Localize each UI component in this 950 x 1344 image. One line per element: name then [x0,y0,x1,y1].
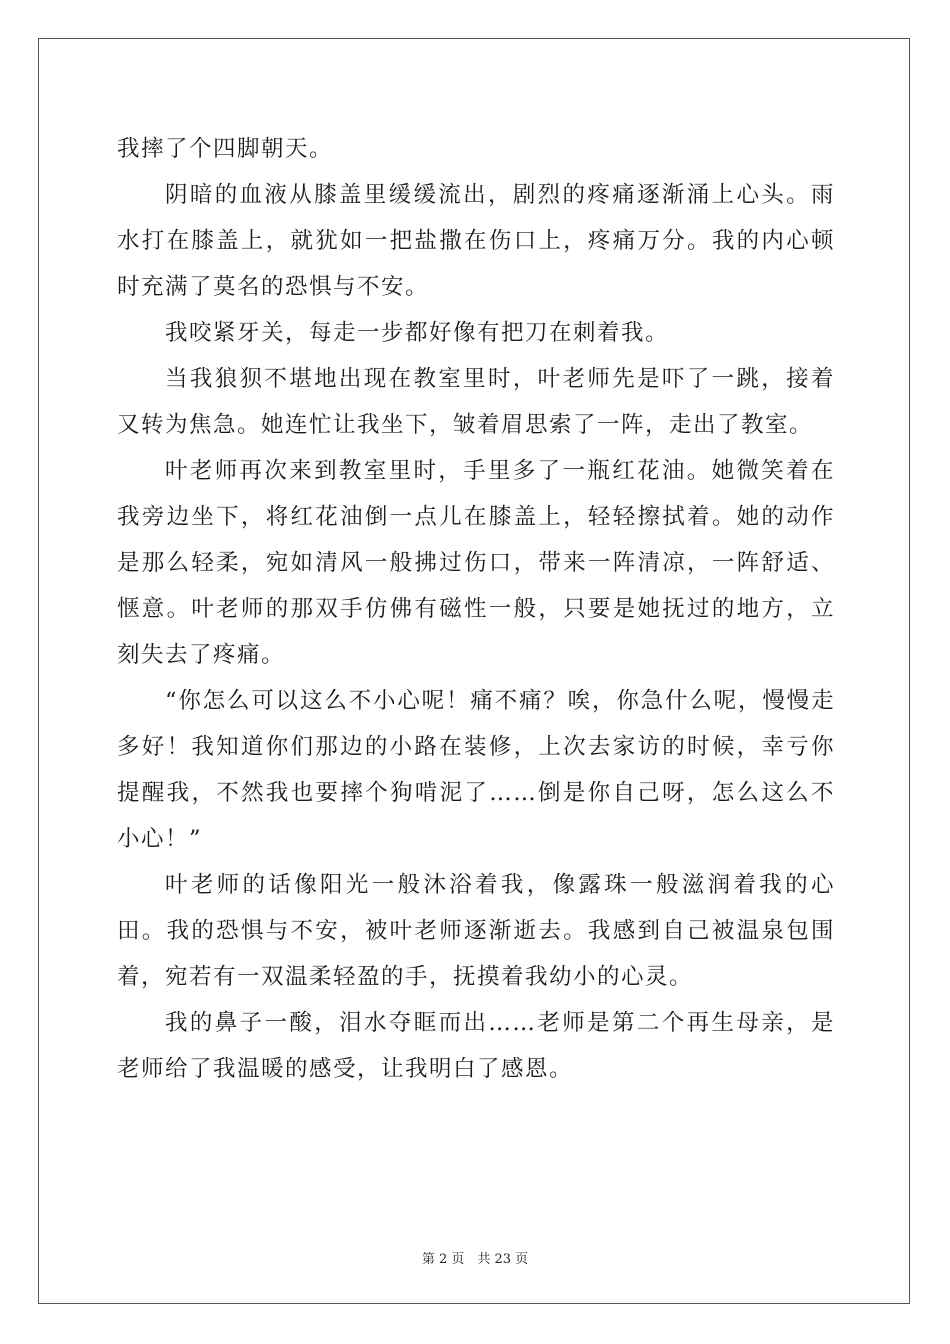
paragraph-4: 当我狼狈不堪地出现在教室里时，叶老师先是吓了一跳，接着又转为焦急。她连忙让我坐下，皱着眉思索了一阵，走出了教室。 [117,366,835,438]
document-body [117,126,835,1092]
paragraph-5: 叶老师再次来到教室里时，手里多了一瓶红花油。她微笑着在我旁边坐下，将红花油倒一点儿在膝盖上，轻轻擦拭着。她的动作是那么轻柔，宛如清风一般拂过伤口，带来一阵清凉，一阵舒适、惬意。叶老师的那双手仿佛有磁性一般，只要是她抚过的地方，立刻失去了疼痛。 [117,458,835,668]
paragraph-7: 叶老师的话像阳光一般沐浴着我，像露珠一般滋润着我的心田。我的恐惧与不安，被叶老师逐渐逝去。我感到自己被温泉包围着，宛若有一双温柔轻盈的手，抚摸着我幼小的心灵。 [117,872,835,990]
paragraph-6: “你怎么可以这么不小心呢！痛不痛？唉，你急什么呢，慢慢走多好！我知道你们那边的小路在装修，上次去家访的时候，幸亏你提醒我，不然我也要摔个狗啃泥了……倒是你自己呀，怎么这么不小心！” [117,688,835,852]
paragraph-3: 我咬紧牙关，每走一步都好像有把刀在刺着我。 [165,320,670,346]
page-number-footer: 第 2 页 共 23 页 [421,1252,529,1267]
paragraph-8: 我的鼻子一酸，泪水夺眶而出……老师是第二个再生母亲，是老师给了我温暖的感受，让我明白了感恩。 [117,1010,835,1082]
paragraph-2: 阴暗的血液从膝盖里缓缓流出，剧烈的疼痛逐渐涌上心头。雨水打在膝盖上，就犹如一把盐撒在伤口上，疼痛万分。我的内心顿时充满了莫名的恐惧与不安。 [117,182,835,300]
paragraph-1: 我摔了个四脚朝天。 [117,136,334,162]
